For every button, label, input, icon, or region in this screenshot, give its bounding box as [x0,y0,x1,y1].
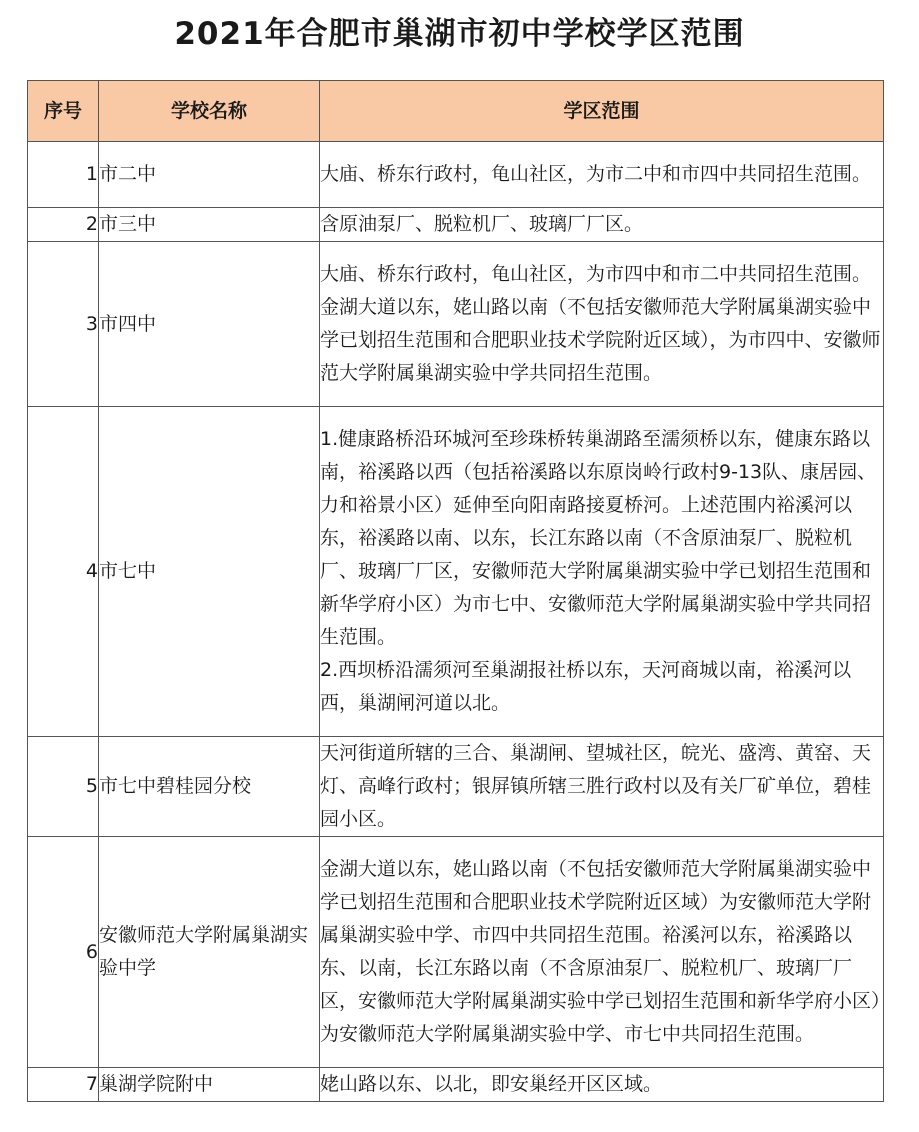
row-number: 5 [28,737,99,837]
district-range [320,837,884,1068]
table-row [28,208,884,242]
district-range [320,737,884,837]
range-text: 金湖大道以东，姥山路以南（不包括安徽师范大学附属巢湖实验中学已划招生范围和合肥职业技术学院附近区域）为安徽师范大学附属巢湖实验中学、市四中共同招生范围。裕溪河以东，裕溪路以东、以南，长江东路以南（不含原油泵厂、脱粒机厂、玻璃厂厂区，安徽师范大学附属巢湖实验中学已划招生范围和新华学府小区）为安徽师范大学附属巢湖实验中学、市七中共同招生范围。 [320,858,881,1045]
row-number: 2 [28,208,99,242]
school-name: 巢湖学院附中 [99,1068,320,1102]
table-row [28,1068,884,1102]
row-number: 1 [28,142,99,208]
school-name: 安徽师范大学附属巢湖实验中学 [99,837,320,1068]
school-name: 市四中 [99,242,320,407]
table-row [28,737,884,837]
range-text: 姥山路以东、以北，即安巢经开区区域。 [320,1073,663,1095]
row-number: 4 [28,407,99,737]
column-header-no: 序号 [28,81,99,142]
table-header-row [28,81,884,142]
district-range [320,242,884,407]
district-range [320,142,884,208]
range-text: 大庙、桥东行政村，龟山社区，为市二中和市四中共同招生范围。 [320,163,872,185]
school-name: 市二中 [99,142,320,208]
range-text: 天河街道所辖的三合、巢湖闸、望城社区，皖光、盛湾、黄窑、天灯、高峰行政村；银屏镇所辖三胜行政村以及有关厂矿单位，碧桂园小区。 [320,742,872,830]
district-range [320,1068,884,1102]
row-number: 3 [28,242,99,407]
column-header-range: 学区范围 [320,81,884,142]
range-text: 大庙、桥东行政村，龟山社区，为市四中和市二中共同招生范围。金湖大道以东，姥山路以南（不包括安徽师范大学附属巢湖实验中学已划招生范围和合肥职业技术学院附近区域），为市四中、安徽师范大学附属巢湖实验中学共同招生范围。 [320,263,881,384]
table-row [28,407,884,737]
row-number: 7 [28,1068,99,1102]
table-row [28,242,884,407]
range-text: 2.西坝桥沿濡须河至巢湖报社桥以东，天河商城以南，裕溪河以西，巢湖闸河道以北。 [320,659,852,714]
row-number: 6 [28,837,99,1068]
range-text: 含原油泵厂、脱粒机厂、玻璃厂厂区。 [320,213,644,235]
table-row [28,142,884,208]
table-row [28,837,884,1068]
school-name: 市三中 [99,208,320,242]
range-text: 1.健康路桥沿环城河至珍珠桥转巢湖路至濡须桥以东，健康东路以南，裕溪路以西（包括裕溪路以东原岗岭行政村9-13队、康居园、力和裕景小区）延伸至向阳南路接夏桥河。上述范围内裕溪河以东，裕溪路以南、以东，长江东路以南（不含原油泵厂、脱粒机厂、玻璃厂厂区，安徽师范大学附属巢湖实验中学已划招生范围和新华学府小区）为市七中、安徽师范大学附属巢湖实验中学共同招生范围。 [320,428,877,648]
district-range [320,407,884,737]
school-name: 市七中碧桂园分校 [99,737,320,837]
page-title: 2021年合肥市巢湖市初中学校学区范围 [174,16,745,52]
district-range [320,208,884,242]
column-header-school: 学校名称 [99,81,320,142]
school-name: 市七中 [99,407,320,737]
school-district-table [27,80,884,1102]
